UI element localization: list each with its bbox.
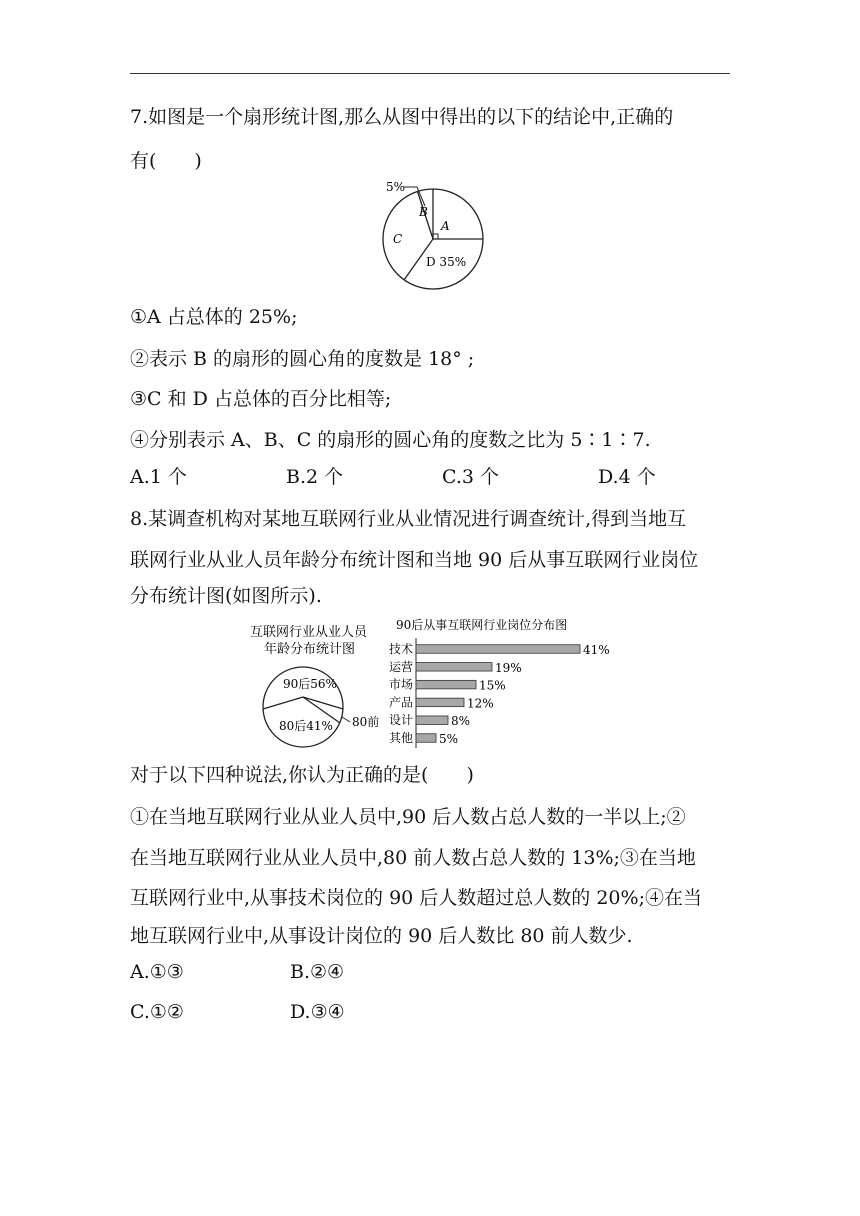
q8-pie-edge-left [263, 697, 303, 709]
bar-value-label: 19% [495, 660, 522, 675]
q8-line-2: 联网行业从业人员年龄分布统计图和当地 90 后从事互联网行业岗位 [130, 549, 699, 571]
q8-pie-label-pre80: 80前 [352, 715, 380, 729]
bar-value-label: 8% [451, 714, 471, 729]
q7-label-c: C [393, 232, 403, 246]
q8-pie-title-line1: 互联网行业从业人员 [250, 625, 368, 640]
q8-option-c: C.①② [130, 1001, 184, 1023]
q8-question: 对于以下四种说法,你认为正确的是( ) [130, 764, 474, 786]
q7-statement-4: ④分别表示 A、B、C 的扇形的圆心角的度数之比为 5∶1∶7. [130, 429, 651, 451]
q7-option-b: B.2 个 [286, 466, 344, 488]
bar-运营 [416, 663, 492, 672]
bar-category-label: 产品 [388, 695, 413, 710]
bar-category-label: 设计 [388, 713, 413, 728]
q8-line-3: 分布统计图(如图所示). [130, 585, 322, 607]
q8-statement-line-3: 互联网行业中,从事技术岗位的 90 后人数超过总人数的 20%;④在当 [130, 887, 702, 909]
q7-option-a: A.1 个 [130, 466, 187, 488]
q8-pie-edge-right [303, 697, 343, 709]
top-rule [130, 73, 730, 74]
bar-value-label: 15% [479, 678, 506, 693]
q7-option-d: D.4 个 [598, 466, 656, 488]
q8-option-b: B.②④ [290, 961, 345, 983]
bar-value-label: 5% [439, 732, 459, 746]
q7-label-a: A [441, 219, 450, 233]
q7-label-d: D 35% [426, 255, 467, 269]
q7-statement-3: ③C 和 D 占总体的百分比相等; [130, 388, 392, 410]
q7-right-angle-mark [433, 234, 438, 239]
q8-pie-label-90: 90后56% [283, 677, 337, 691]
bar-产品 [416, 698, 464, 707]
q8-pie-label-80: 80后41% [279, 719, 333, 733]
q8-option-d: D.③④ [290, 1001, 345, 1023]
q8-pie-title-line2: 年龄分布统计图 [264, 642, 356, 657]
bar-value-label: 41% [583, 643, 610, 657]
bar-category-label: 运营 [388, 659, 413, 674]
bar-category-label: 市场 [388, 677, 413, 692]
bar-category-label: 技术 [388, 642, 413, 656]
q8-statement-line-2: 在当地互联网行业从业人员中,80 前人数占总人数的 13%;③在当地 [130, 847, 696, 869]
q7-option-c: C.3 个 [442, 466, 500, 488]
q7-pie-figure [370, 176, 510, 292]
q8-post90-bar-chart [380, 612, 630, 752]
q8-line-1: 8.某调查机构对某地互联网行业从业情况进行调查统计,得到当地互 [130, 508, 687, 530]
q7-statement-1: ①A 占总体的 25%; [130, 306, 298, 328]
bar-category-label: 其他 [388, 731, 413, 745]
q7-label-b-pct: 5% [386, 180, 406, 194]
bar-技术 [416, 645, 580, 654]
q7-statement-2: ②表示 B 的扇形的圆心角的度数是 18° ; [130, 348, 475, 370]
q8-option-a: A.①③ [130, 961, 184, 983]
q8-statement-line-4: 地互联网行业中,从事设计岗位的 90 后人数比 80 前人数少. [130, 925, 633, 947]
bar-设计 [416, 716, 448, 725]
q8-statement-line-1: ①在当地互联网行业从业人员中,90 后人数占总人数的一半以上;② [130, 806, 686, 828]
q7-line-1: 7.如图是一个扇形统计图,那么从图中得出的以下的结论中,正确的 [130, 106, 674, 128]
bar-其他 [416, 734, 436, 743]
q8-bar-title: 90后从事互联网行业岗位分布图 [396, 618, 568, 632]
q8-pre80-leader-line [342, 717, 350, 722]
bar-市场 [416, 680, 476, 689]
q7-line-2: 有( ) [130, 150, 202, 172]
bar-value-label: 12% [467, 696, 494, 711]
q7-label-b: B [419, 205, 428, 219]
